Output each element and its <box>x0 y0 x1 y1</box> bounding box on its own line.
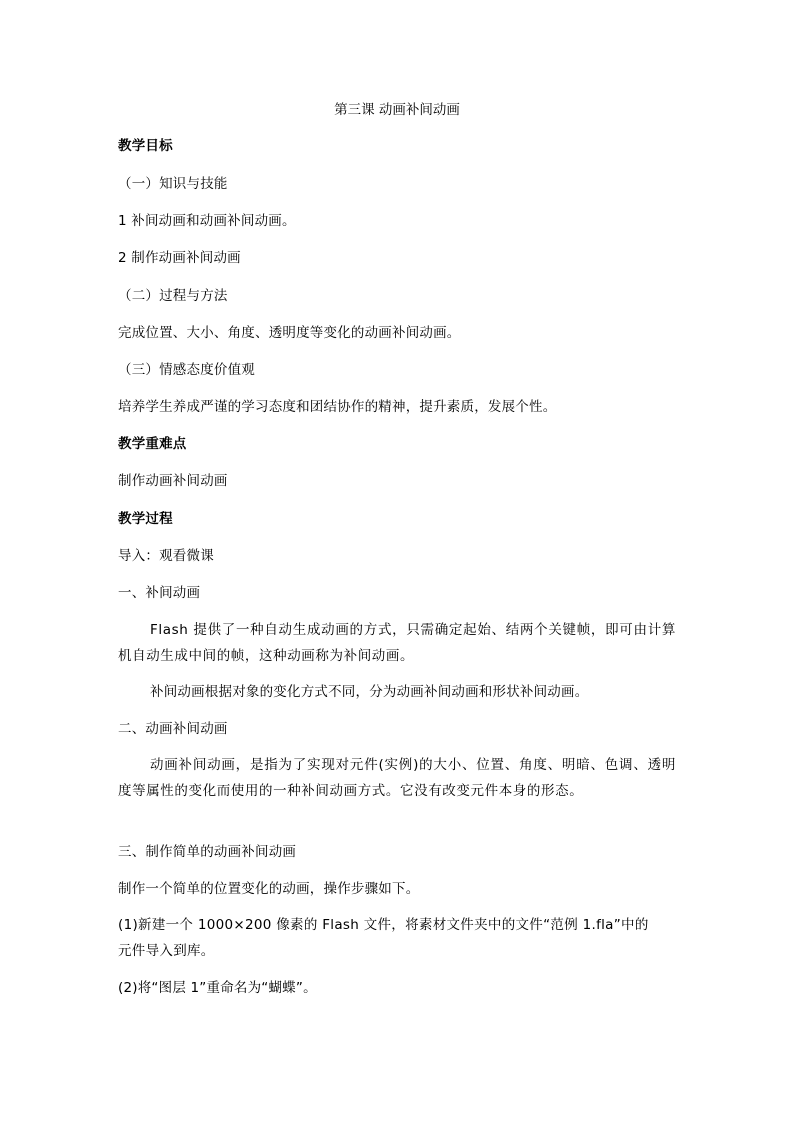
section-3-heading: 三、制作简单的动画补间动画 <box>118 844 297 860</box>
document-title: 第三课 动画补间动画 <box>334 102 460 118</box>
subheading-method: （二）过程与方法 <box>118 288 228 304</box>
key-points-heading: 教学重难点 <box>118 436 187 452</box>
method-text: 完成位置、大小、角度、透明度等变化的动画补间动画。 <box>118 325 461 341</box>
objectives-heading: 教学目标 <box>118 138 173 154</box>
step-2-text: (2)将“图层 1”重命名为“蝴蝶”。 <box>118 980 317 996</box>
section-1-heading: 一、补间动画 <box>118 585 201 601</box>
objective-item-1: 1 补间动画和动画补间动画。 <box>118 213 296 229</box>
subheading-knowledge: （一）知识与技能 <box>118 176 228 192</box>
section-1-paragraph-1: Flash 提供了一种自动生成动画的方式，只需确定起始、结两个关键帧，即可由计算机自动生成中间的帧，这种动画称为补间动画。 <box>118 622 676 664</box>
section-1-paragraph-2: 补间动画根据对象的变化方式不同，分为动画补间动画和形状补间动画。 <box>150 684 589 700</box>
section-3-intro: 制作一个简单的位置变化的动画，操作步骤如下。 <box>118 881 420 897</box>
subheading-attitude: （三）情感态度价值观 <box>118 362 255 378</box>
step-1-text: (1)新建一个 1000×200 像素的 Flash 文件，将素材文件夹中的文件“范例 1.fla”中的元件导入到库。 <box>118 917 649 959</box>
key-points-text: 制作动画补间动画 <box>118 473 228 489</box>
section-2-paragraph-1: 动画补间动画，是指为了实现对元件(实例)的大小、位置、角度、明暗、色调、透明度等属性的变化而使用的一种补间动画方式。它没有改变元件本身的形态。 <box>118 757 676 799</box>
intro-text: 导入：观看微课 <box>118 548 214 564</box>
attitude-text: 培养学生养成严谨的学习态度和团结协作的精神，提升素质，发展个性。 <box>118 399 557 415</box>
process-heading: 教学过程 <box>118 511 173 527</box>
section-2-heading: 二、动画补间动画 <box>118 721 228 737</box>
objective-item-2: 2 制作动画补间动画 <box>118 250 241 266</box>
